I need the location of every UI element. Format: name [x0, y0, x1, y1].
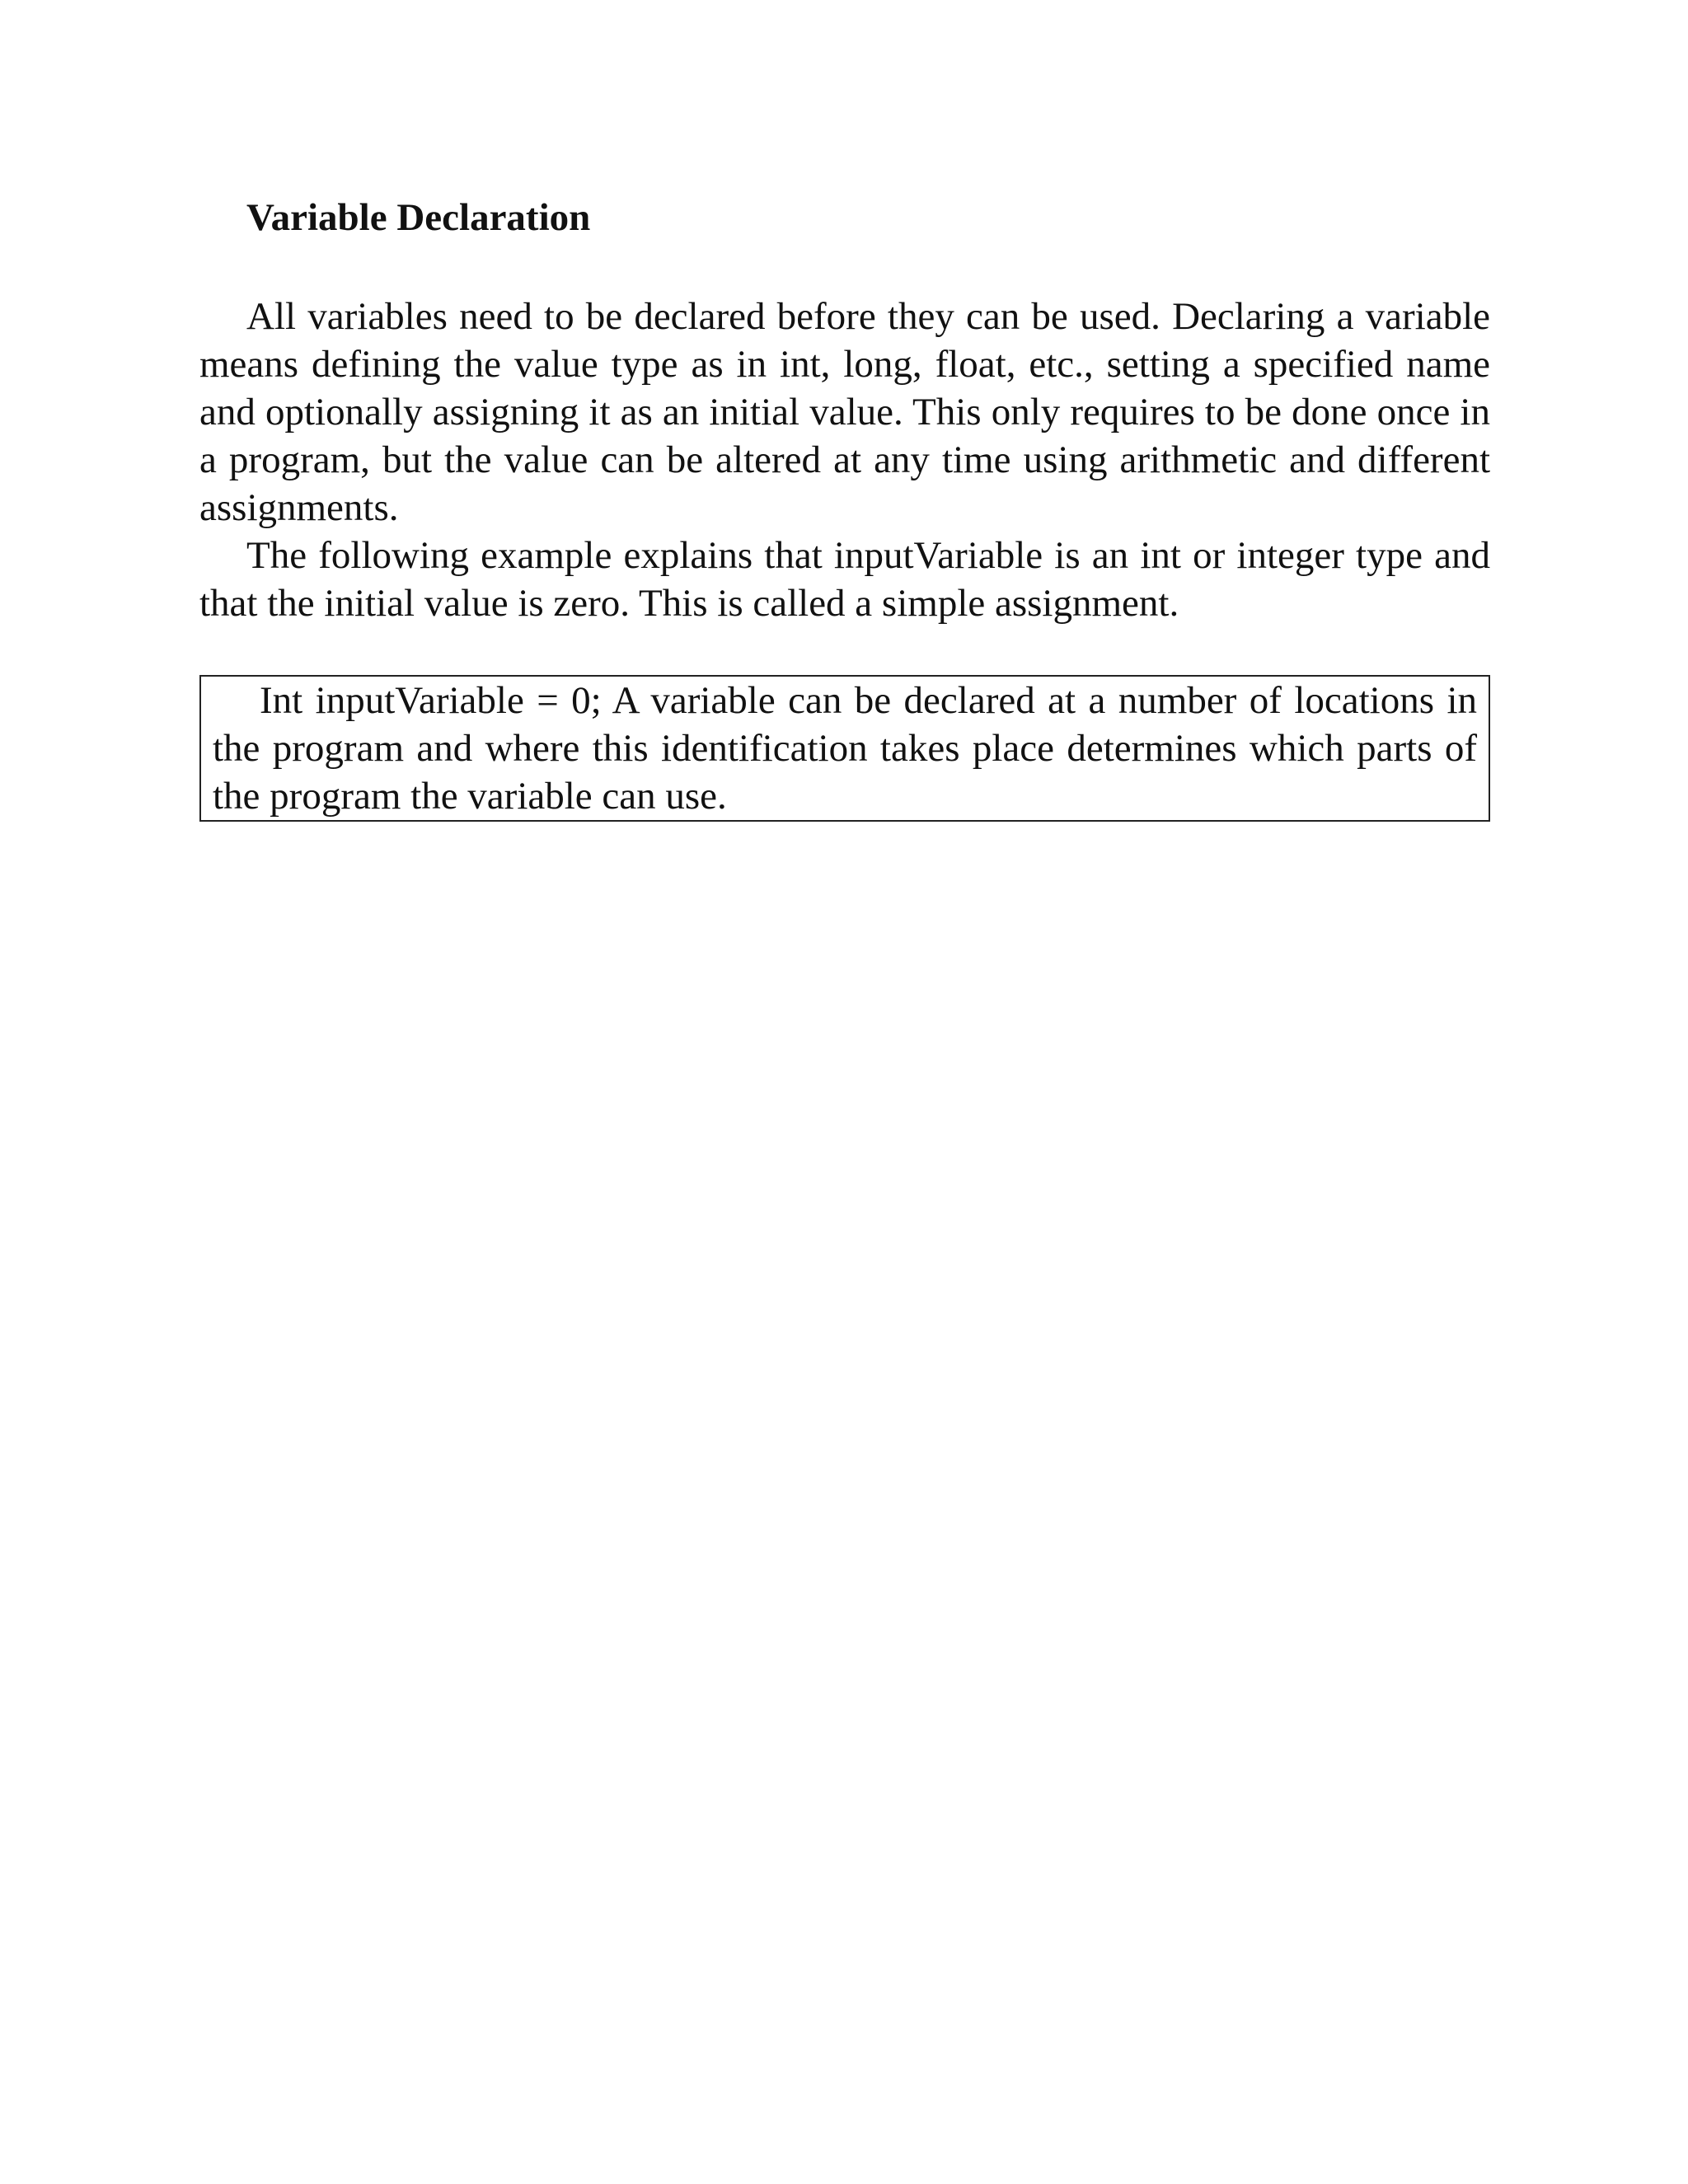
example-box — [199, 675, 1490, 822]
paragraph-1: All variables need to be declared before they can be used. Declaring a variable means defining the value type as in int, long, float, etc., setting a specified name and optionally assigning it as an initial value. This only requires to be done once in a program, but the value can be altered at any time using arithmetic and different assignments. — [199, 295, 1490, 529]
paragraph-2: The following example explains that inputVariable is an int or integer type and that the initial value is zero. This is called a simple assignment. — [199, 534, 1490, 625]
body-text — [199, 293, 1490, 627]
example-box-text: Int inputVariable = 0; A variable can be declared at a number of locations in the program and where this identification takes place determines which parts of the program the variable can use. — [213, 679, 1477, 818]
section-heading: Variable Declaration — [246, 196, 591, 239]
